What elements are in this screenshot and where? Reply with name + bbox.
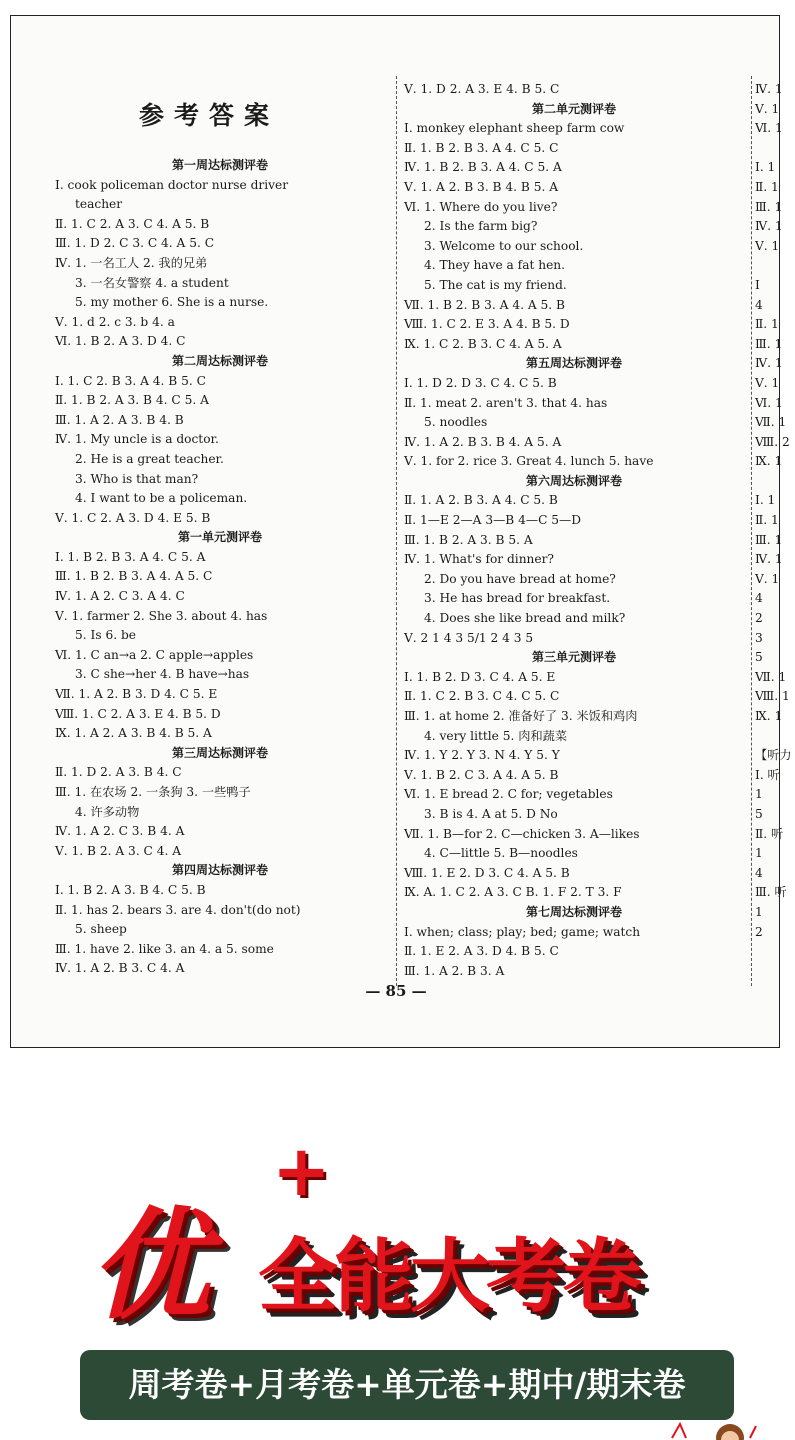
answer-line: Ⅲ. 1. B 2. A 3. B 5. A [404,532,533,547]
column-divider [751,76,752,986]
answer-line: Ⅴ. 1. A 2. B 3. B 4. B 5. A [404,179,559,194]
answer-line: 2. Is the farm big? [424,219,538,234]
answer-line: Ⅷ. 1. E 2. D 3. C 4. A 5. B [404,865,570,880]
answer-line-cutoff: Ⅰ. 1 [755,160,776,175]
answer-line: Ⅲ. 1. A 2. A 3. B 4. B [55,412,184,427]
answer-line-cutoff: Ⅲ. 1 [755,532,783,547]
answer-line: 4. 许多动物 [75,804,140,819]
answer-line: Ⅴ. 1. C 2. A 3. D 4. E 5. B [55,510,211,525]
answer-line-cutoff: Ⅳ. 1 [755,356,783,371]
answer-line-cutoff: Ⅳ. 1 [755,552,783,567]
answer-line: Ⅳ. 1. A 2. B 3. B 4. A 5. A [404,434,562,449]
section-heading: 第七周达标测评卷 [525,904,622,919]
answer-line: 2. Do you have bread at home? [424,571,616,586]
answer-line-cutoff: 4 [755,297,763,312]
answer-line-cutoff: 2 [755,611,763,626]
answer-column-3-cutoff [755,80,795,942]
answer-line: Ⅷ. 1. C 2. A 3. E 4. B 5. D [55,706,221,721]
section-heading: 第一周达标测评卷 [171,158,268,172]
answer-line-cutoff: 1 [755,846,763,861]
answer-line: Ⅱ. 1. has 2. bears 3. are 4. don't(do not) [55,902,301,917]
answer-line-cutoff: Ⅲ. 1 [755,336,783,351]
answer-line-cutoff: Ⅱ. 听 [755,826,784,841]
answer-line: 5. noodles [424,415,488,430]
answer-line-cutoff [755,472,795,492]
answer-line: Ⅰ. cook policeman doctor nurse driver [55,177,289,192]
answer-line-cutoff: Ⅴ. 1 [755,571,780,586]
answer-line-cutoff: Ⅶ. 1 [755,669,787,684]
answer-line-cutoff: Ⅸ. 1 [755,709,783,723]
section-heading: 第五周达标测评卷 [525,356,622,371]
answer-line: Ⅶ. 1. B 2. B 3. A 4. A 5. B [404,297,565,312]
answer-line-cutoff: Ⅳ. 1 [755,82,783,96]
answer-line-cutoff: 2 [755,924,763,939]
answer-line: Ⅵ. 1. B 2. A 3. D 4. C [55,334,186,349]
answer-line-cutoff: Ⅷ. 2 [755,434,790,449]
answer-line: Ⅳ. 1. 一名工人 2. 我的兄弟 [55,255,208,270]
answer-line: Ⅱ. 1. C 2. B 3. C 4. C 5. C [404,689,560,704]
section-heading: 第三单元测评卷 [531,650,616,665]
answer-line-cutoff: Ⅳ. 1 [755,219,783,234]
logo-plus-glyph: + [272,1130,331,1212]
answer-line: teacher [75,197,123,212]
answer-line: Ⅱ. 1. meat 2. aren't 3. that 4. has [404,395,608,410]
answer-line-cutoff: Ⅷ. 1 [755,689,790,704]
answer-line: Ⅶ. 1. A 2. B 3. D 4. C 5. E [55,687,218,702]
answer-line-cutoff [755,727,795,747]
answer-page [10,15,792,1048]
answer-line: Ⅴ. 1. farmer 2. She 3. about 4. has [55,608,268,623]
answer-line: Ⅴ. 1. for 2. rice 3. Great 4. lunch 5. have [404,454,654,469]
answer-line: 5. sheep [75,922,127,937]
answer-line: Ⅳ. 1. A 2. C 3. A 4. C [55,589,185,604]
answer-line-cutoff: 1 [755,904,763,919]
answer-line: Ⅰ. 1. C 2. B 3. A 4. B 5. C [55,373,206,388]
answer-line-cutoff: Ⅱ. 1 [755,179,779,194]
answer-line: 5. Is 6. be [75,628,136,643]
answer-line-cutoff: 1 [755,787,763,802]
product-banner: 周考卷+月考卷+单元卷+期中/期末卷 [80,1350,734,1420]
answer-line-cutoff: Ⅱ. 1 [755,317,779,332]
answer-line: Ⅵ. 1. E bread 2. C for; vegetables [404,787,613,802]
answer-line-cutoff: Ⅱ. 1 [755,513,779,528]
answer-line-cutoff: 【听力 [755,748,792,763]
answer-line: Ⅰ. 1. B 2. B 3. A 4. C 5. A [55,549,206,564]
answer-line: Ⅴ. 1. D 2. A 3. E 4. B 5. C [404,82,560,96]
answer-line: 5. my mother 6. She is a nurse. [75,295,269,310]
section-heading: 第一单元测评卷 [177,530,262,545]
answer-line: Ⅴ. 1. B 2. C 3. A 4. A 5. B [404,767,559,782]
answer-line-cutoff: 4 [755,865,763,880]
answer-line: Ⅰ. 1. D 2. D 3. C 4. C 5. B [404,375,557,390]
answer-line: Ⅱ. 1. E 2. A 3. D 4. B 5. C [404,944,559,959]
answer-line: Ⅱ. 1. D 2. A 3. B 4. C [55,765,182,780]
answer-line: 3. He has bread for breakfast. [424,591,611,606]
answer-line: Ⅴ. 1. B 2. A 3. C 4. A [55,843,182,858]
answer-line: Ⅲ. 1. 在农场 2. 一条狗 3. 一些鸭子 [55,785,251,799]
mascot-icon [662,1410,762,1440]
answer-line-cutoff: 4 [755,591,763,606]
answer-line-cutoff: Ⅵ. 1 [755,121,783,136]
logo-main-text: 全能大考卷 [258,1230,638,1323]
answer-line-cutoff: Ⅶ. 1 [755,415,787,430]
answer-line: Ⅲ. 1. A 2. B 3. A [404,963,505,978]
section-heading: 第二周达标测评卷 [171,353,268,368]
page-title: 参考答案 [139,101,280,130]
answer-line: 3. Welcome to our school. [424,238,584,253]
answer-line-cutoff: Ⅰ. 听 [755,767,780,782]
answer-line: Ⅶ. 1. B—for 2. C—chicken 3. A—likes [404,826,640,841]
answer-line-cutoff: Ⅴ. 1 [755,375,780,390]
answer-line-cutoff: Ⅲ. 1 [755,199,783,214]
section-heading: 第四周达标测评卷 [171,863,268,878]
answer-line: 3. 一名女警察 4. a student [75,275,229,290]
answer-line: 4. I want to be a policeman. [75,491,248,506]
answer-line-cutoff: 3 [755,630,763,645]
answer-column-2 [404,80,744,981]
answer-line: 4. Does she like bread and milk? [424,611,626,626]
answer-line: Ⅱ. 1—E 2—A 3—B 4—C 5—D [404,513,581,528]
answer-line: Ⅵ. 1. C an→a 2. C apple→apples [55,647,254,662]
answer-line: Ⅱ. 1. C 2. A 3. C 4. A 5. B [55,216,210,231]
answer-line: Ⅴ. 2 1 4 3 5/1 2 4 3 5 [404,630,534,645]
answer-line-cutoff: Ⅴ. 1 [755,101,780,116]
answer-line: Ⅳ. 1. B 2. B 3. A 4. C 5. A [404,160,562,175]
answer-line: Ⅲ. 1. B 2. B 3. A 4. A 5. C [55,569,213,584]
section-heading: 第三周达标测评卷 [171,745,268,760]
answer-line: Ⅸ. 1. A 2. A 3. B 4. B 5. A [55,726,212,741]
section-heading: 第六周达标测评卷 [525,473,622,488]
answer-line: Ⅲ. 1. at home 2. 准备好了 3. 米饭和鸡肉 [404,709,638,723]
answer-line: Ⅵ. 1. Where do you live? [404,199,558,214]
answer-line: 5. The cat is my friend. [424,277,567,292]
answer-line: Ⅰ. monkey elephant sheep farm cow [404,121,625,136]
answer-line: 4. They have a fat hen. [424,258,566,273]
answer-line: 3. C she→her 4. B have→has [75,667,250,682]
answer-line-cutoff: Ⅵ. 1 [755,395,783,410]
answer-line: 3. B is 4. A at 5. D No [424,806,558,821]
answer-line: Ⅸ. A. 1. C 2. A 3. C B. 1. F 2. T 3. F [404,885,622,900]
answer-column-1 [55,156,385,979]
answer-line: Ⅸ. 1. C 2. B 3. C 4. A 5. A [404,336,562,351]
answer-line: Ⅳ. 1. What's for dinner? [404,552,554,567]
answer-line: Ⅱ. 1. B 2. A 3. B 4. C 5. A [55,393,209,408]
section-heading: 第二单元测评卷 [531,101,616,116]
column-divider [396,76,397,986]
answer-line-cutoff: 5 [755,650,763,665]
answer-line-cutoff: Ⅲ. 听 [755,885,787,900]
answer-line-cutoff [755,256,795,276]
answer-line: 4. C—little 5. B—noodles [424,846,578,861]
answer-line: Ⅲ. 1. have 2. like 3. an 4. a 5. some [55,941,274,956]
answer-line: Ⅳ. 1. A 2. B 3. C 4. A [55,961,185,976]
answer-line-cutoff: Ⅰ [755,277,760,292]
answer-line: Ⅰ. 1. B 2. D 3. C 4. A 5. E [404,669,556,684]
answer-line: 4. very little 5. 肉和蔬菜 [424,728,568,743]
answer-line-cutoff [755,139,795,159]
answer-line: Ⅲ. 1. D 2. C 3. C 4. A 5. C [55,236,215,251]
answer-line: Ⅴ. 1. d 2. c 3. b 4. a [55,314,175,329]
brand-logo [80,1130,720,1340]
answer-line: Ⅳ. 1. A 2. C 3. B 4. A [55,824,185,839]
answer-line-cutoff: Ⅴ. 1 [755,238,780,253]
answer-line: Ⅱ. 1. B 2. B 3. A 4. C 5. C [404,140,559,155]
answer-line: 3. Who is that man? [75,471,199,486]
answer-line-cutoff: 5 [755,806,763,821]
answer-line: Ⅰ. 1. B 2. A 3. B 4. C 5. B [55,882,206,897]
answer-line-cutoff: Ⅸ. 1 [755,454,783,469]
answer-line: Ⅷ. 1. C 2. E 3. A 4. B 5. D [404,317,570,332]
logo-you-glyph: 优 [90,1197,202,1336]
page-number: — 85 — [365,982,427,1000]
answer-line: 2. He is a great teacher. [75,451,224,466]
answer-line: Ⅳ. 1. My uncle is a doctor. [55,432,219,447]
answer-line: Ⅰ. when; class; play; bed; game; watch [404,924,641,939]
answer-line-cutoff: Ⅰ. 1 [755,493,776,508]
answer-line: Ⅱ. 1. A 2. B 3. A 4. C 5. B [404,493,558,508]
answer-line: Ⅳ. 1. Y 2. Y 3. N 4. Y 5. Y [404,748,560,763]
